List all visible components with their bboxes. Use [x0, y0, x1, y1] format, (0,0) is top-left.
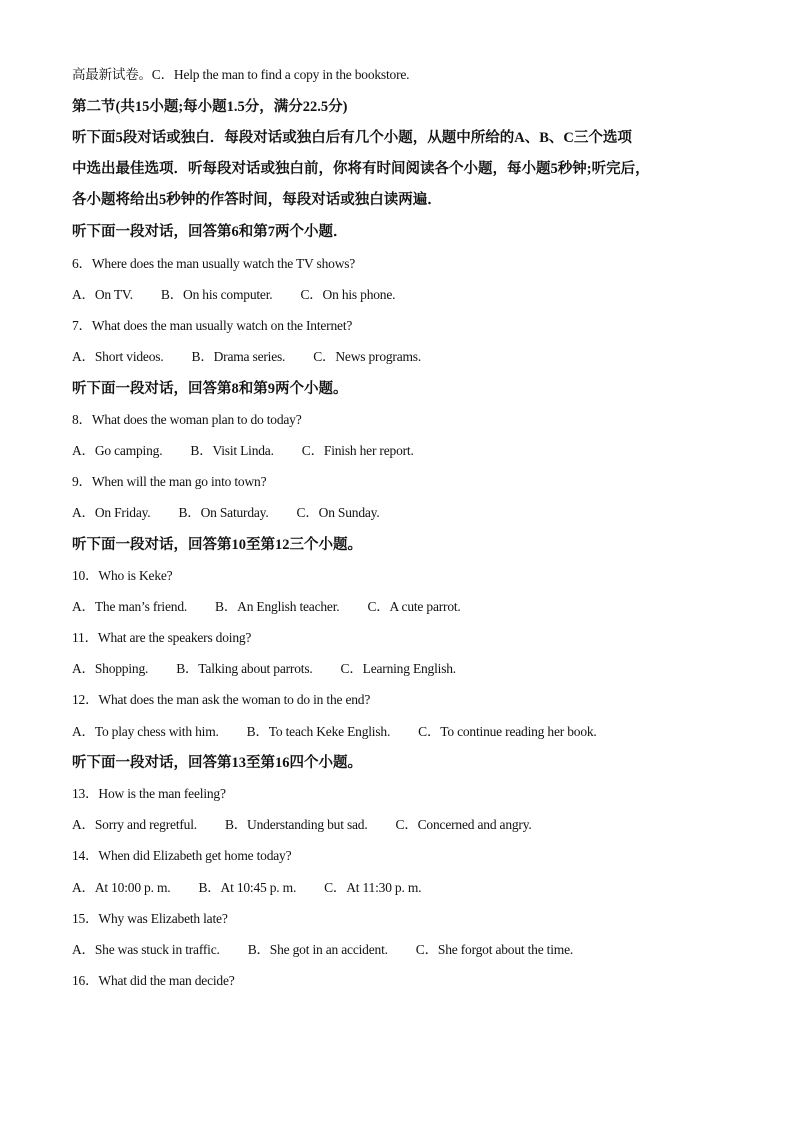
question-7-options — [72, 348, 421, 366]
option-b: B．On Saturday. — [178, 505, 269, 520]
option-c: C．At 11:30 p. m. — [324, 880, 422, 895]
option-c: C．To continue reading her book. — [418, 724, 597, 739]
question-6-options — [72, 286, 395, 304]
option-a: A．On TV. — [72, 287, 133, 302]
option-b: B．She got in an accident. — [247, 942, 388, 957]
option-c: C．On his phone. — [300, 287, 396, 302]
question-12: 12．What does the man ask the woman to do in the end? — [72, 692, 371, 707]
question-9: 9．When will the man go into town? — [72, 474, 267, 489]
option-a: A．The man’s friend. — [72, 599, 188, 614]
option-c: C．Learning English. — [340, 661, 456, 676]
option-c: C．She forgot about the time. — [415, 942, 574, 957]
option-b: B．An English teacher. — [215, 599, 340, 614]
option-b: B．At 10:45 p. m. — [198, 880, 297, 895]
section-heading: 第二节(共15小题;每小题1.5分，满分22.5分) — [72, 99, 348, 115]
dialogue-instruction-6-7: 听下面一段对话，回答第6和第7两个小题． — [72, 224, 348, 240]
question-15: 15．Why was Elizabeth late? — [72, 911, 228, 926]
question-13: 13．How is the man feeling? — [72, 786, 226, 801]
option-a: A．She was stuck in traffic. — [72, 942, 220, 957]
option-b: B．On his computer. — [160, 287, 273, 302]
option-a: A．At 10:00 p. m. — [72, 880, 171, 895]
question-15-options — [72, 941, 573, 959]
option-b: B．Drama series. — [191, 349, 286, 364]
option-a: A．Shopping. — [72, 661, 149, 676]
dialogue-instruction-13-16: 听下面一段对话，回答第13至第16四个小题。 — [72, 755, 362, 771]
option-b: B．To teach Keke English. — [246, 724, 391, 739]
option-a: A．To play chess with him. — [72, 724, 219, 739]
option-b: B．Understanding but sad. — [224, 817, 368, 832]
section-instructions-line-2: 中选出最佳选项．听每段对话或独白前，你将有时间阅读各个小题，每小题5秒钟;听完后， — [72, 161, 650, 177]
option-c: C．Finish her report. — [301, 443, 414, 458]
question-8: 8．What does the woman plan to do today? — [72, 412, 302, 427]
option-a: A．Short videos. — [72, 349, 164, 364]
question-7: 7．What does the man usually watch on the Internet? — [72, 318, 353, 333]
question-16: 16．What did the man decide? — [72, 973, 235, 988]
section-instructions-line-1: 听下面5段对话或独白．每段对话或独白后有几个小题，从题中所给的A、B、C三个选项 — [72, 130, 632, 146]
section-instructions-line-3: 各小题将给出5秒钟的作答时间，每段对话或独白读两遍． — [72, 192, 442, 208]
option-a: A．Go camping. — [72, 443, 163, 458]
question-14-options — [72, 879, 421, 897]
question-9-options — [72, 504, 380, 522]
dialogue-instruction-10-12: 听下面一段对话，回答第10至第12三个小题。 — [72, 537, 362, 553]
question-10: 10．Who is Keke? — [72, 568, 173, 583]
option-c: C．On Sunday. — [296, 505, 380, 520]
question-13-options — [72, 816, 532, 834]
dialogue-instruction-8-9: 听下面一段对话，回答第8和第9两个小题。 — [72, 381, 348, 397]
question-14: 14．When did Elizabeth get home today? — [72, 848, 292, 863]
option-b: B．Talking about parrots. — [176, 661, 313, 676]
option-a: A．On Friday. — [72, 505, 151, 520]
previous-option-continuation: 高最新试卷。C．Help the man to find a copy in the bookstore. — [72, 67, 410, 82]
option-a: A．Sorry and regretful. — [72, 817, 197, 832]
option-c: C．Concerned and angry. — [395, 817, 532, 832]
question-10-options — [72, 598, 461, 616]
question-11-options — [72, 660, 456, 678]
question-12-options — [72, 723, 597, 741]
question-11: 11．What are the speakers doing? — [72, 630, 252, 645]
option-b: B．Visit Linda. — [190, 443, 274, 458]
question-8-options — [72, 442, 414, 460]
option-c: C．News programs. — [313, 349, 422, 364]
option-c: C．A cute parrot. — [367, 599, 461, 614]
question-6: 6．Where does the man usually watch the TV shows? — [72, 256, 356, 271]
